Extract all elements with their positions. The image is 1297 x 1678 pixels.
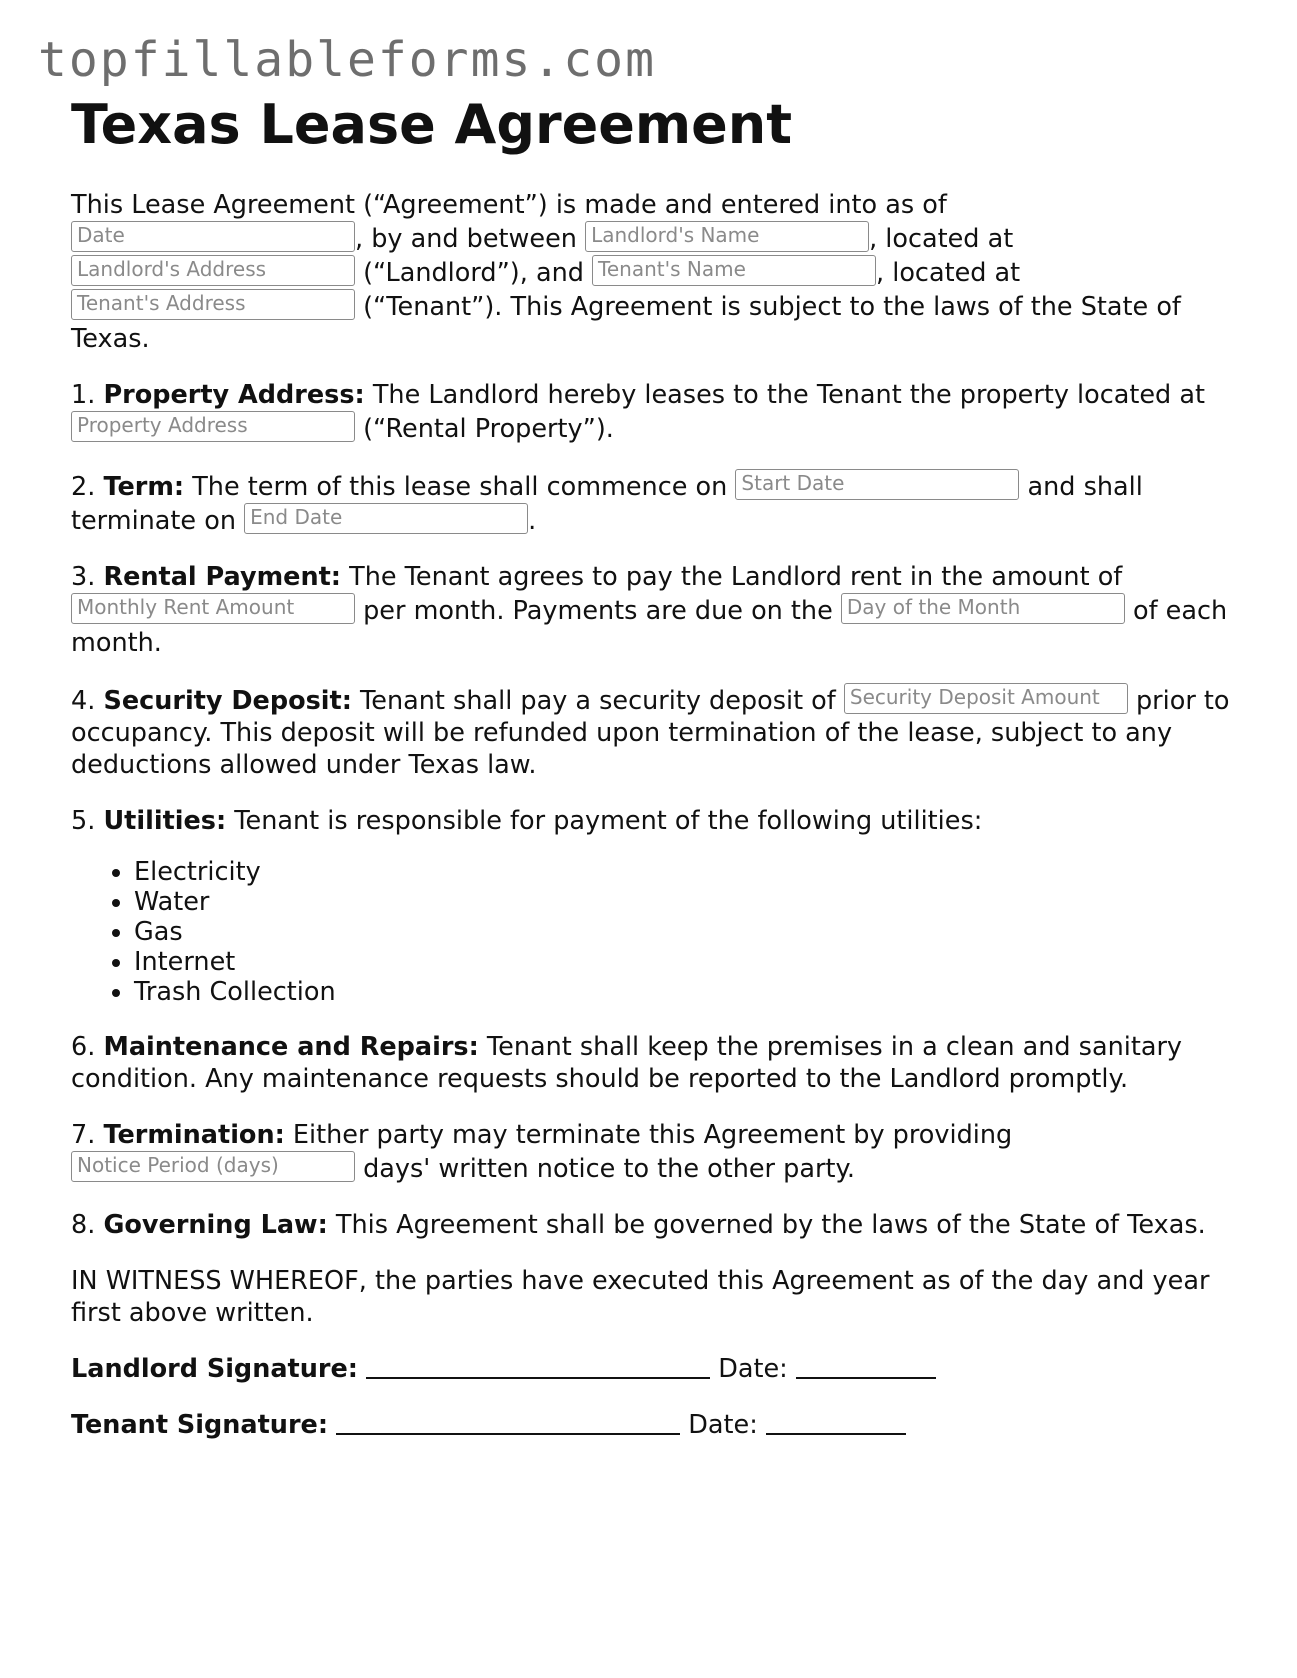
section-security-deposit	[71, 683, 1231, 781]
section-number: 4.	[71, 686, 96, 716]
section-text: Tenant shall keep the premises in a clean and sanitary condition. Any maintenance requests should be reported to the Landlord promptly.	[71, 1032, 1183, 1094]
section-number: 5.	[71, 806, 96, 836]
landlord-name-input[interactable]: Landlord's Name	[585, 221, 869, 252]
agreement-date-input[interactable]: Date	[71, 221, 355, 252]
date-label: Date:	[688, 1410, 758, 1440]
tenant-date-line[interactable]	[766, 1411, 906, 1435]
section-heading: Governing Law:	[103, 1210, 328, 1240]
section-property-address	[71, 379, 1231, 445]
section-number: 2.	[71, 472, 96, 502]
intro-text: , located at	[876, 258, 1021, 288]
utility-item: • Internet	[134, 947, 1231, 977]
section-text: .	[528, 506, 537, 536]
section-text: days' written notice to the other party.	[363, 1154, 856, 1184]
intro-text: (“Landlord”), and	[363, 258, 584, 288]
utility-item: • Water	[134, 887, 1231, 917]
notice-period-input[interactable]: Notice Period (days)	[71, 1151, 355, 1182]
section-number: 6.	[71, 1032, 96, 1062]
payment-day-input[interactable]: Day of the Month	[841, 593, 1125, 624]
watermark: topfillableforms.com	[38, 32, 656, 88]
lease-document	[71, 92, 1231, 1441]
section-heading: Term:	[103, 472, 185, 502]
section-text: Tenant is responsible for payment of the following utilities:	[234, 806, 983, 836]
section-rental-payment	[71, 561, 1231, 659]
intro-text: This Lease Agreement (“Agreement”) is made and entered into as of	[71, 190, 947, 220]
property-address-input[interactable]: Property Address	[71, 411, 355, 442]
utility-item: • Electricity	[134, 857, 1231, 887]
section-text: The term of this lease shall commence on	[192, 472, 728, 502]
utility-item: • Trash Collection	[134, 977, 1231, 1007]
date-label: Date:	[718, 1354, 788, 1384]
section-utilities	[71, 805, 1231, 837]
intro-text: , by and between	[355, 224, 577, 254]
section-heading: Security Deposit:	[103, 686, 352, 716]
section-termination	[71, 1119, 1231, 1185]
tenant-name-input[interactable]: Tenant's Name	[592, 255, 876, 286]
tenant-address-input[interactable]: Tenant's Address	[71, 289, 355, 320]
section-heading: Maintenance and Repairs:	[103, 1032, 479, 1062]
end-date-input[interactable]: End Date	[244, 503, 528, 534]
section-maintenance	[71, 1031, 1231, 1095]
intro-text: , located at	[869, 224, 1014, 254]
section-text: Tenant shall pay a security deposit of	[360, 686, 836, 716]
tenant-signature-line[interactable]	[336, 1411, 680, 1435]
landlord-signature-row	[71, 1353, 1231, 1385]
tenant-signature-row	[71, 1409, 1231, 1441]
section-heading: Property Address:	[103, 380, 365, 410]
section-number: 8.	[71, 1210, 96, 1240]
landlord-signature-label: Landlord Signature:	[71, 1354, 358, 1384]
section-number: 3.	[71, 562, 96, 592]
section-text: of each month.	[71, 596, 1228, 658]
landlord-signature-line[interactable]	[366, 1355, 710, 1379]
section-number: 1.	[71, 380, 96, 410]
landlord-address-input[interactable]: Landlord's Address	[71, 255, 355, 286]
section-heading: Utilities:	[103, 806, 227, 836]
section-text: and shall terminate on	[71, 472, 1143, 536]
landlord-date-line[interactable]	[796, 1355, 936, 1379]
section-term	[71, 469, 1231, 537]
start-date-input[interactable]: Start Date	[735, 469, 1019, 500]
utilities-list	[71, 857, 1231, 1007]
security-deposit-input[interactable]: Security Deposit Amount	[844, 683, 1128, 714]
section-number: 7.	[71, 1120, 96, 1150]
witness-paragraph: IN WITNESS WHEREOF, the parties have executed this Agreement as of the day and year first above written.	[71, 1266, 1210, 1328]
section-governing-law	[71, 1209, 1231, 1241]
section-text: The Landlord hereby leases to the Tenant the property located at	[372, 380, 1205, 410]
utility-item: • Gas	[134, 917, 1231, 947]
monthly-rent-input[interactable]: Monthly Rent Amount	[71, 593, 355, 624]
intro-paragraph	[71, 189, 1231, 355]
section-text: This Agreement shall be governed by the laws of the State of Texas.	[335, 1210, 1206, 1240]
section-text: per month. Payments are due on the	[363, 596, 833, 626]
section-heading: Termination:	[103, 1120, 285, 1150]
tenant-signature-label: Tenant Signature:	[71, 1410, 329, 1440]
section-text: The Tenant agrees to pay the Landlord rent in the amount of	[349, 562, 1123, 592]
page-title: Texas Lease Agreement	[71, 93, 793, 156]
section-heading: Rental Payment:	[103, 562, 342, 592]
section-text: Either party may terminate this Agreement by providing	[292, 1120, 1013, 1150]
intro-text: (“Tenant”). This Agreement is subject to the laws of the State of Texas.	[71, 292, 1181, 354]
section-text: (“Rental Property”).	[363, 414, 614, 444]
section-text: prior to occupancy. This deposit will be refunded upon termination of the lease, subject to any deductions allowed under Texas law.	[71, 686, 1230, 780]
